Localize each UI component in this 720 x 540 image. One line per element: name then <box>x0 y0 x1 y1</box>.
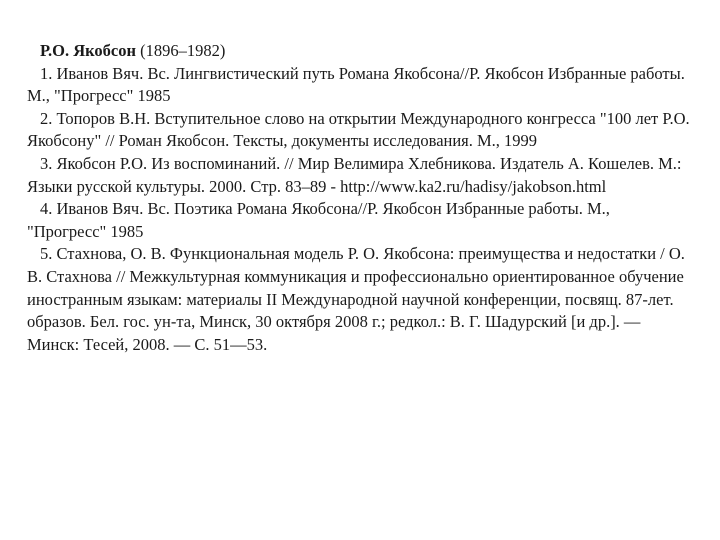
page-heading <box>27 40 692 63</box>
heading-years: (1896–1982) <box>136 41 226 60</box>
heading-name: Р.О. Якобсон <box>40 41 137 60</box>
reference-4: 4. Иванов Вяч. Вс. Поэтика Романа Якобсона//Р. Якобсон Избранные работы. М., "Прогресс" 1985 <box>27 199 610 241</box>
reference-5: 5. Стахнова, О. В. Функциональная модель Р. О. Якобсона: преимущества и недостатки / О. В. Стахнова // Межкультурная коммуникация и профессионально ориентированное обучение иностранным языкам: материалы II Международной научной конференции, посвящ. 87-лет. образов. Бел. гос. ун-та, Минск, 30 октября 2008 г.; редкол.: В. Г. Шадурский [и др.]. — Минск: Тесей, 2008. — С. 51—53. <box>27 244 685 354</box>
reference-1: 1. Иванов Вяч. Вс. Лингвистический путь Романа Якобсона//Р. Якобсон Избранные работы. М., "Прогресс" 1985 <box>27 63 685 106</box>
reference-2: 2. Топоров В.Н. Вступительное слово на открытии Международного конгресса "100 лет Р.О. Якобсону" // Роман Якобсон. Тексты, документы исследования. М., 1999 <box>27 108 690 151</box>
reference-3: 3. Якобсон Р.О. Из воспоминаний. // Мир Велимира Хлебникова. Издатель А. Кошелев. М.: Языки русской культуры. 2000. Стр. 83–89 - http://www.ka2.ru/hadisy/jakobson.html <box>27 153 682 196</box>
